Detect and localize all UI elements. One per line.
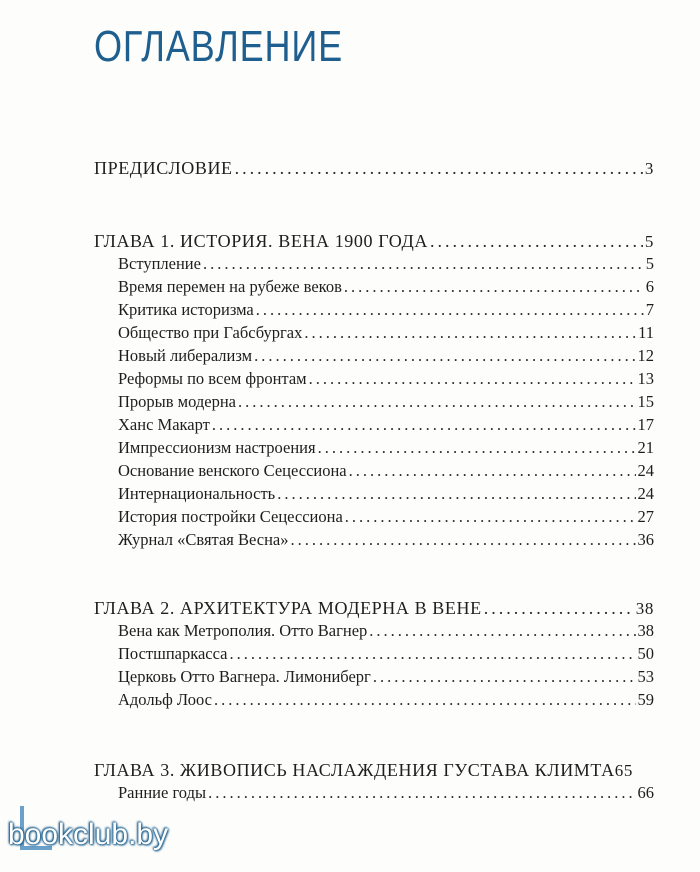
toc-item-label: Критика историзма <box>118 300 254 319</box>
toc-item-page: 38 <box>637 621 654 640</box>
toc-item-page: 50 <box>637 644 654 663</box>
toc-item-label: Основание венского Сецессиона <box>118 461 347 480</box>
toc-chapter-label: ГЛАВА 3. ЖИВОПИСЬ НАСЛАЖДЕНИЯ ГУСТАВА КЛИМТА <box>94 760 615 780</box>
leader-dots <box>235 155 643 181</box>
toc-item[interactable] <box>118 687 654 713</box>
leader-dots <box>214 687 636 713</box>
toc-item-label: Прорыв модерна <box>118 392 237 411</box>
toc-item-page: 24 <box>637 461 654 480</box>
toc-item[interactable] <box>118 527 654 553</box>
toc-item-label: Журнал «Святая Весна» <box>118 530 289 549</box>
toc-chapter-label: ГЛАВА 2. АРХИТЕКТУРА МОДЕРНА В ВЕНЕ <box>94 598 482 618</box>
toc-item-label: Церковь Отто Вагнера. Лимониберг <box>118 667 371 686</box>
leader-dots <box>208 780 635 806</box>
toc-item-label: Реформы по всем фронтам <box>118 369 307 388</box>
toc-item-page: 6 <box>645 277 654 296</box>
toc-item[interactable] <box>118 780 654 806</box>
toc-item-label: Общество при Габсбургах <box>118 323 303 342</box>
toc-item-label: Вена как Метрополия. Отто Вагнер <box>118 621 368 640</box>
toc-item-page: 15 <box>637 392 654 411</box>
toc-item-label: Адольф Лоос <box>118 690 212 709</box>
toc-item-label: Ханс Макарт <box>118 415 210 434</box>
toc-chapter-page: 5 <box>644 232 654 251</box>
toc-chapter-page: 65 <box>614 761 633 780</box>
page-title: ОГЛАВЛЕНИЕ <box>94 22 343 71</box>
toc-item-page: 13 <box>637 369 654 388</box>
toc-item-page: 11 <box>638 323 654 342</box>
toc-item-page: 27 <box>637 507 654 526</box>
toc-item-page: 36 <box>637 530 654 549</box>
toc-entry-page: 3 <box>644 159 654 178</box>
toc-item-page: 66 <box>637 783 654 802</box>
toc-item-label: История постройки Сецессиона <box>118 507 343 526</box>
toc-item-page: 7 <box>645 300 654 319</box>
toc-item-label: Вступление <box>118 254 201 273</box>
toc-item-label: Импрессионизм настроения <box>118 438 316 457</box>
leader-dots <box>290 527 635 553</box>
toc-item-page: 53 <box>637 667 654 686</box>
toc-item-label: Время перемен на рубеже веков <box>118 277 342 296</box>
toc-item-label: Ранние годы <box>118 783 207 802</box>
watermark: bookclub.by <box>8 818 169 851</box>
toc-item-page: 12 <box>637 346 654 365</box>
toc-entry-preface[interactable] <box>94 155 654 181</box>
toc-chapter-label: ГЛАВА 1. ИСТОРИЯ. ВЕНА 1900 ГОДА <box>94 231 428 251</box>
toc-chapter-page: 38 <box>635 599 654 618</box>
toc-item-label: Новый либерализм <box>118 346 253 365</box>
toc-item-page: 24 <box>637 484 654 503</box>
toc-item-label: Интернациональность <box>118 484 276 503</box>
toc-item-page: 5 <box>645 254 654 273</box>
toc-item-page: 17 <box>637 415 654 434</box>
toc-item-label: Постшпаркасса <box>118 644 228 663</box>
toc-entry-label: ПРЕДИСЛОВИЕ <box>94 158 233 178</box>
toc-item-page: 59 <box>637 690 654 709</box>
toc-item-page: 21 <box>637 438 654 457</box>
